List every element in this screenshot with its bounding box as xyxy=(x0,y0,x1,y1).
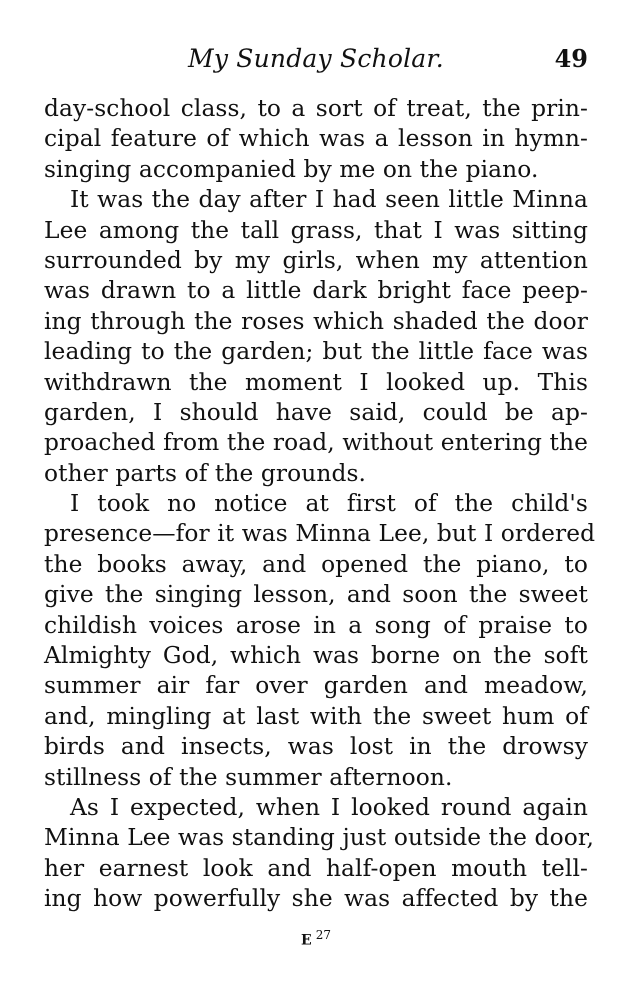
text-line: presence—for it was Minna Lee, but I ordered xyxy=(44,520,596,548)
text-line: give the singing lesson, and soon the sweet xyxy=(44,581,588,609)
text-line: day-school class, to a sort of treat, the prin- xyxy=(44,95,588,122)
text-line: was drawn to a little dark bright face peep- xyxy=(44,277,588,305)
printer-signature-mark xyxy=(0,928,632,949)
text-line: surrounded by my girls, when my attention xyxy=(44,246,588,274)
text-line: childish voices arose in a song of praise to xyxy=(44,611,588,639)
signature-letter: E xyxy=(301,932,312,949)
text-line: withdrawn the moment I looked up. This xyxy=(44,368,588,396)
text-line: other parts of the grounds. xyxy=(44,459,367,487)
text-line: ing through the roses which shaded the door xyxy=(44,307,588,335)
text-line: birds and insects, was lost in the drowsy xyxy=(44,733,588,761)
running-title: My Sunday Scholar. xyxy=(188,44,444,73)
text-line: Almighty God, which was borne on the soft xyxy=(44,642,588,670)
text-line: proached from the road, without entering the xyxy=(44,429,588,457)
text-line: the books away, and opened the piano, to xyxy=(44,550,588,578)
text-line: singing accompanied by me on the piano. xyxy=(44,155,539,183)
signature-number: 27 xyxy=(315,928,331,942)
body-text xyxy=(44,94,596,915)
text-line: leading to the garden; but the little face was xyxy=(44,338,588,366)
text-line: ing how powerfully she was affected by the xyxy=(44,885,588,913)
text-line: Minna Lee was standing just outside the door, xyxy=(44,824,595,852)
text-line: stillness of the summer afternoon. xyxy=(44,763,453,791)
text-line: Lee among the tall grass, that I was sitting xyxy=(44,216,588,244)
text-line: cipal feature of which was a lesson in hymn- xyxy=(44,125,588,153)
text-line: and, mingling at last with the sweet hum of xyxy=(44,702,588,730)
page-number: 49 xyxy=(554,44,588,73)
text-line: summer air far over garden and meadow, xyxy=(44,672,588,700)
text-line: As I expected, when I looked round again xyxy=(70,793,588,821)
page-header xyxy=(44,44,588,84)
text-line: garden, I should have said, could be ap- xyxy=(44,398,588,426)
text-line: her earnest look and half-open mouth tell- xyxy=(44,854,588,882)
text-line: I took no notice at first of the child's xyxy=(70,490,588,518)
text-line: It was the day after I had seen little Minna xyxy=(70,186,588,214)
